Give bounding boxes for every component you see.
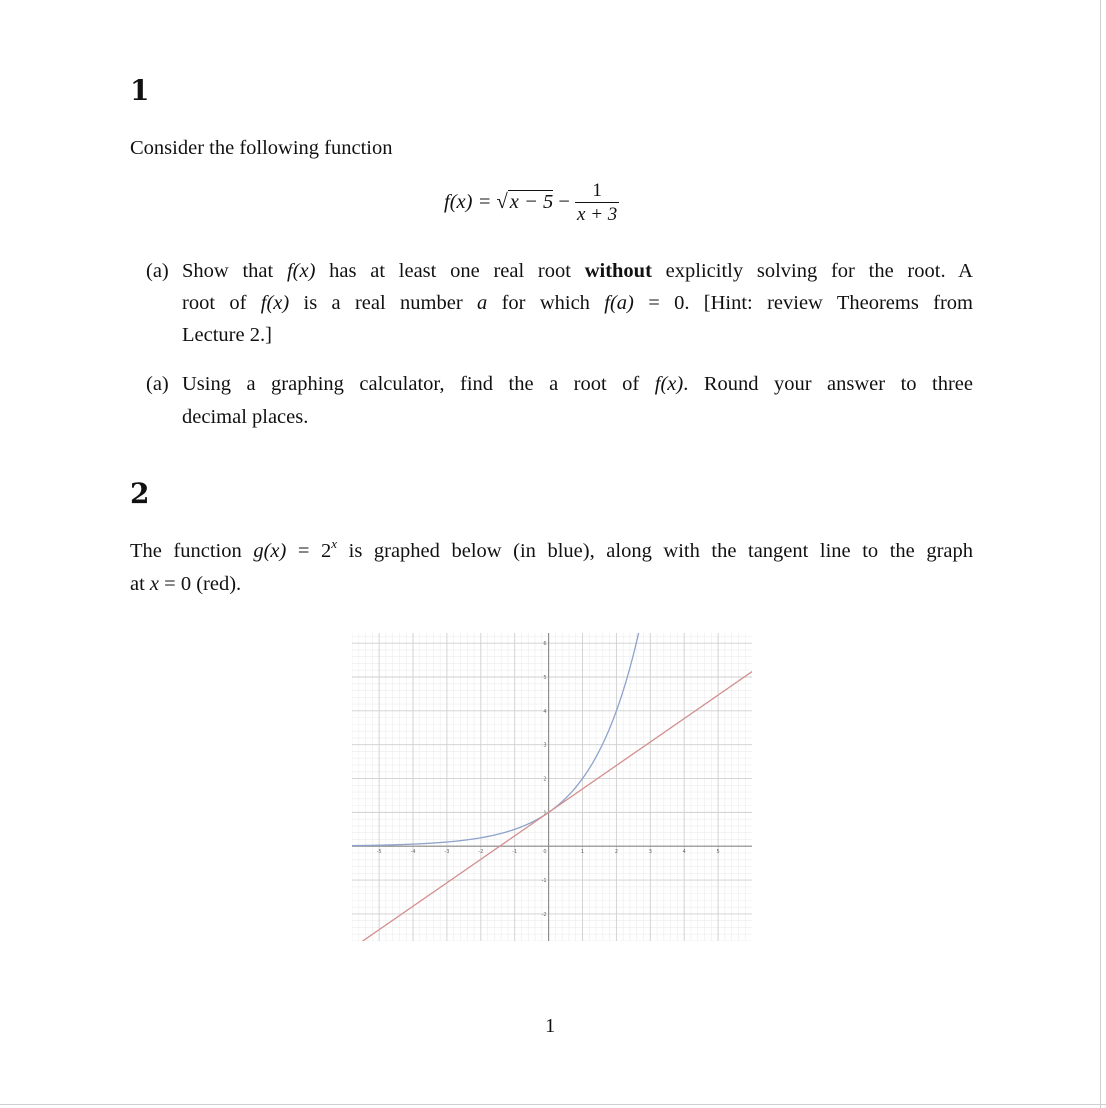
y-tick-label: 6 (543, 641, 547, 648)
part-b-text: Using a graphing calculator, find the a root of (182, 373, 655, 395)
y-tick-label: -2 (541, 911, 547, 918)
problem-2-text: = 2 (286, 540, 332, 562)
x-tick-label: -4 (410, 849, 416, 856)
y-tick-label: 4 (543, 708, 547, 715)
x-tick-label: -1 (512, 849, 518, 856)
grid-minor (352, 633, 752, 941)
x-tick-label: 1 (580, 849, 585, 856)
problem-2-text: at (130, 573, 150, 595)
radicand: x − 5 (509, 191, 554, 214)
part-a-math: f(a) (604, 292, 634, 314)
part-a-text: has at least one real root (315, 260, 585, 282)
formula-fraction (575, 180, 619, 227)
part-a-math: f(x) (286, 260, 316, 282)
problem-2-math: g(x) (253, 540, 287, 562)
problem-2-math: x (149, 573, 160, 595)
part-a-text: for which (487, 292, 605, 314)
problem-2-text: The function (130, 540, 254, 562)
part-a-bold: without (584, 260, 652, 282)
x-tick-label: 2 (614, 849, 619, 856)
problem-2-text: is graphed below (in blue), along with the tangent line to the graph (337, 540, 974, 562)
x-tick-label: -3 (444, 849, 450, 856)
y-tick-label: -1 (541, 878, 547, 885)
axes (352, 633, 752, 941)
y-tick-label: 3 (543, 742, 547, 749)
function-graph (352, 633, 752, 941)
part-a-text: Show that (182, 260, 287, 282)
part-b-line-1 (182, 368, 973, 400)
radical-sign: √ (496, 191, 508, 214)
part-a-label: (a) (146, 260, 169, 282)
problem-2-line-2 (130, 568, 241, 600)
problem-2-exponent: x (331, 536, 338, 551)
part-a-line-1 (182, 255, 973, 287)
x-tick-label: 5 (716, 849, 720, 856)
page-edge-right (1100, 0, 1101, 1108)
part-b-line-2: decimal places. (182, 406, 309, 428)
y-tick-label: 2 (543, 776, 547, 783)
part-b-math: f(x) (654, 373, 684, 395)
series-lines (352, 633, 752, 941)
x-tick-label: -2 (478, 849, 484, 856)
part-a-text: root of (182, 292, 261, 314)
formula-minus: − (553, 191, 576, 214)
part-a-math: f(x) (260, 292, 290, 314)
part-a-text: explicitly solving for the root. A (651, 260, 973, 282)
part-a-text: = 0. [Hint: review Theorems from (633, 292, 973, 314)
y-tick-label: 1 (543, 810, 547, 817)
x-tick-label: 3 (648, 849, 652, 856)
grid-major (352, 633, 752, 941)
y-tick-label: 5 (543, 675, 547, 681)
problem-2-text: = 0 (red). (159, 573, 242, 595)
exponential-curve (352, 633, 641, 846)
problem-1-heading: 1 (130, 74, 150, 107)
part-a-math: a (477, 292, 488, 314)
problem-1-intro: Consider the following function (130, 137, 393, 159)
origin-tick-label: 0 (543, 849, 547, 856)
part-b-text: . Round your answer to three (683, 373, 974, 395)
formula-lhs: f(x) = (444, 191, 497, 214)
page-number: 1 (545, 1015, 556, 1037)
part-b-label: (a) (146, 373, 169, 395)
part-a-line-2 (182, 287, 973, 319)
x-tick-label: -5 (376, 849, 382, 856)
problem-2-line-1 (130, 535, 973, 567)
function-formula (444, 180, 619, 227)
x-tick-label: 4 (682, 849, 686, 856)
part-a-line-3: Lecture 2.] (182, 324, 272, 346)
problem-2-heading: 2 (130, 477, 150, 510)
page-edge-bottom (0, 1104, 1106, 1105)
fraction-numerator: 1 (592, 180, 602, 201)
part-a-text: is a real number (289, 292, 477, 314)
fraction-denominator: x + 3 (577, 204, 618, 225)
